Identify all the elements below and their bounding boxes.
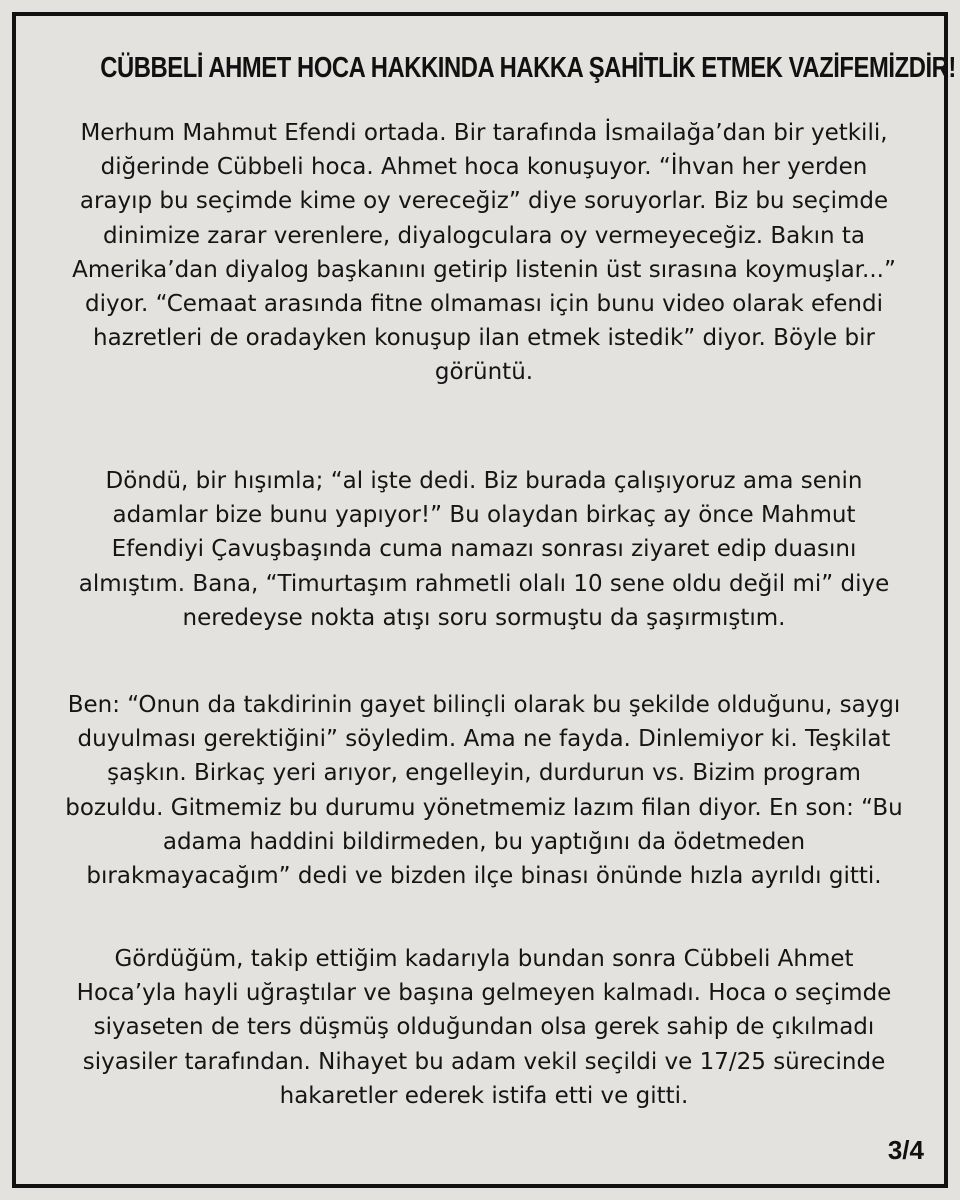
paragraph-line: adama haddini bildirmeden, bu yaptığını da ödetmeden bbox=[162, 828, 806, 855]
text-frame bbox=[12, 12, 956, 1188]
paragraph-line: bırakmayacağım” dedi ve bizden ilçe binası önünde hızla ayrıldı gitti. bbox=[86, 863, 882, 890]
paragraph-line: almıştım. Bana, “Timurtaşım rahmetli olalı 10 sene oldu değil mi” diye bbox=[78, 570, 890, 597]
paragraph-line: adamlar bize bunu yapıyor!” Bu olaydan birkaç ay önce Mahmut bbox=[112, 502, 856, 529]
paragraph-1 bbox=[46, 116, 922, 390]
paragraph-line: bozuldu. Gitmemiz bu durumu yönetmemiz lazım filan diyor. En son: “Bu bbox=[65, 794, 903, 821]
page-number: 3/4 bbox=[887, 1135, 924, 1165]
paragraph-line: duyulması gerektiğini” söyledim. Ama ne fayda. Dinlemiyor ki. Teşkilat bbox=[77, 726, 891, 753]
paragraph-3 bbox=[46, 688, 922, 893]
paragraph-line: Ben: “Onun da takdirinin gayet bilinçli olarak bu şekilde olduğunu, saygı bbox=[67, 692, 901, 718]
page-title: CÜBBELİ AHMET HOCA HAKKINDA HAKKA ŞAHİTLİK ETMEK VAZİFEMİZDİR! bbox=[100, 52, 956, 84]
paragraph-line: Gördüğüm, takip ettiğim kadarıyla bundan sonra Cübbeli Ahmet bbox=[114, 946, 854, 972]
paragraph-line: şaşkın. Birkaç yeri arıyor, engelleyin, durdurun vs. Bizim program bbox=[107, 760, 861, 787]
paragraph-line: dinimize zarar verenlere, diyalogculara oy vermeyeceğiz. Bakın ta bbox=[103, 222, 865, 249]
paragraph-line: Döndü, bir hışımla; “al işte dedi. Biz burada çalışıyoruz ama senin bbox=[105, 468, 863, 494]
paragraph-4 bbox=[46, 942, 922, 1113]
paragraph-2 bbox=[46, 464, 922, 635]
paragraph-line: Efendiyi Çavuşbaşında cuma namazı sonrası ziyaret edip duasını bbox=[111, 536, 857, 563]
paragraph-line: siyaseten de ters düşmüş olduğundan olsa gerek sahip de çıkılmadı bbox=[93, 1014, 875, 1041]
paragraph-line: Amerika’dan diyalog başkanını getirip listenin üst sırasına koymuşlar...” bbox=[72, 256, 896, 283]
paragraph-line: siyasiler tarafından. Nihayet bu adam vekil seçildi ve 17/25 sürecinde bbox=[82, 1048, 886, 1075]
paragraph-line: arayıp bu seçimde kime oy vereceğiz” diye soruyorlar. Biz bu seçimde bbox=[79, 188, 889, 215]
paragraph-line: neredeyse nokta atışı soru sormuştu da şaşırmıştım. bbox=[182, 604, 786, 631]
paragraph-line: Merhum Mahmut Efendi ortada. Bir tarafında İsmailağa’dan bir yetkili, bbox=[80, 120, 888, 146]
paragraph-line: Hoca’yla hayli uğraştılar ve başına gelmeyen kalmadı. Hoca o seçimde bbox=[76, 980, 892, 1007]
paragraph-line: hakaretler ederek istifa etti ve gitti. bbox=[279, 1082, 689, 1109]
paragraph-line: görüntü. bbox=[434, 359, 534, 386]
paragraph-line: diyor. “Cemaat arasında fitne olmaması için bunu video olarak efendi bbox=[85, 291, 883, 318]
paragraph-line: diğerinde Cübbeli hoca. Ahmet hoca konuşuyor. “İhvan her yerden bbox=[100, 154, 868, 181]
paragraph-line: hazretleri de oradayken konuşup ilan etmek istedik” diyor. Böyle bir bbox=[93, 325, 875, 352]
